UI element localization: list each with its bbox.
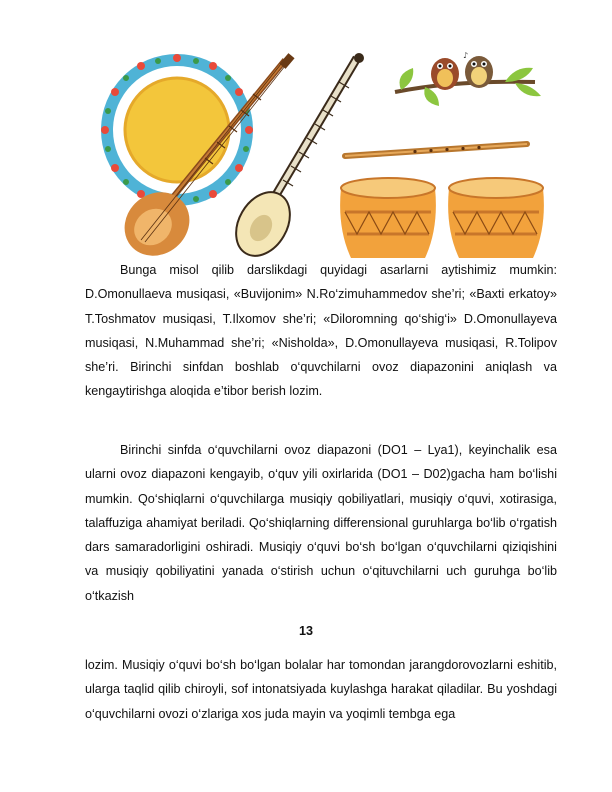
paragraph-3: lozim. Musiqiy o‘quvi bo‘sh bo‘lgan bolalar har tomondan jarangdorovozlarni eshitib, ularga taqlid qilib chiroyli, sof intonatsiyada kuylashga harakat qiladilar. Bu yoshdagi o‘quvchilarni ovozi o‘zlariga xos juda mayin va yoqimli tembga ega xyxy=(85,658,557,721)
svg-text:♪: ♪ xyxy=(463,52,469,60)
musical-instruments-illustration xyxy=(95,52,565,262)
page-number: 13 xyxy=(298,624,313,638)
birds-on-branch xyxy=(395,52,541,106)
nagora-drums xyxy=(340,178,544,258)
paragraph-1: Bunga misol qilib darslikdagi quyidagi asarlarni aytishimiz mumkin: D.Omonullaeva musiqasi, «Buvijonim» N.Ro‘zimuhammedov she’ri; «Baxti erkatoy» T.Toshmatov musiqasi, T.Ilxomov she’ri; «Diloromning qo‘shig‘i» D.Omonullayeva musiqasi, N.Muhammad she’ri; «Nisholda», D.Omonullayeva musiqasi, R.Tolipov she’ri. Birinchi sinfdan boshlab o‘quvchilarni ovoz diapazonini aniqlash va kengaytirishga aloqida e’tibor berish lozim. xyxy=(85,263,557,399)
paragraph-2: Birinchi sinfda o‘quvchilarni ovoz diapazoni (DO1 – Lya1), keyinchalik esa ularni ovoz diapazoni kengayib, o‘quv yili oxirlarida (DO1 – D02)gacha ham bo‘lishi mumkin. Qo‘shiqlarni o‘quvchilarga musiqiy qobiliyatlari, musiqiy o‘quvi, xotirasiga, talaffuziga ahamiyat beriladi. Qo‘shiqlarning differensional guruhlarga bo‘lib o‘rgatish dars samaradorligini oshiradi. Musiqiy o‘quvi bo‘sh bo‘lgan o‘quvchilarni qiziqishini va musiqiy qobiliyatini yanada o‘stirish uchun o‘qituvchilarni uch guruhga bo‘lib o‘tkazish xyxy=(85,443,557,603)
nay-flute xyxy=(345,144,527,156)
